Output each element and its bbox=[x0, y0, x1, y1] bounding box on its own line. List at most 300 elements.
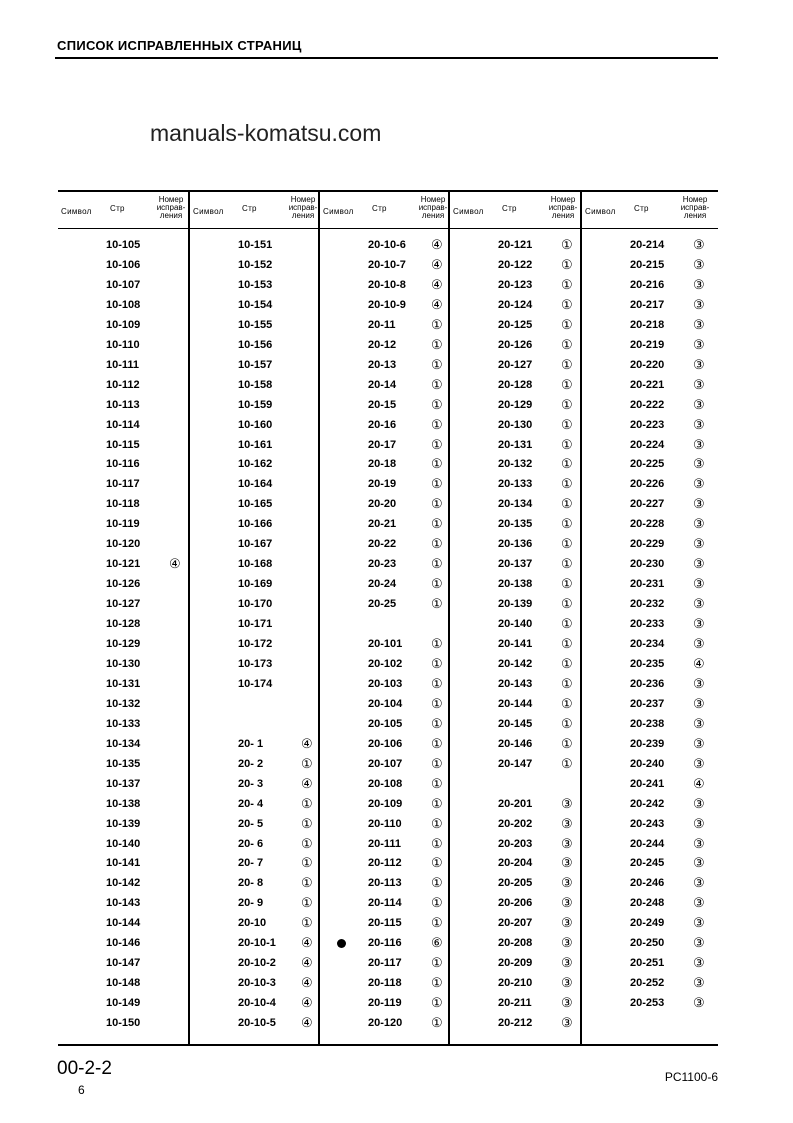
page-number: 10-147 bbox=[106, 957, 141, 970]
revision-mark: ③ bbox=[561, 915, 573, 931]
revision-mark: ① bbox=[561, 356, 573, 372]
page-number: 10-142 bbox=[106, 877, 141, 890]
page-number: 20-122 bbox=[498, 258, 533, 271]
revision-mark: ③ bbox=[693, 815, 705, 831]
page-number: 20-201 bbox=[498, 797, 533, 810]
table-top-rule bbox=[58, 190, 718, 192]
revision-mark: ③ bbox=[693, 296, 705, 312]
page-number: 10-171 bbox=[238, 618, 273, 631]
page-number: 20-238 bbox=[630, 717, 665, 730]
page-number: 20-135 bbox=[498, 518, 533, 531]
header-revision-number: Номер исправ- ления bbox=[548, 195, 578, 220]
revision-mark: ① bbox=[431, 316, 443, 332]
page-number: 20-250 bbox=[630, 937, 665, 950]
page-number: 20-10-6 bbox=[368, 239, 406, 251]
revision-mark: ④ bbox=[301, 975, 313, 991]
page-number: 20-10-7 bbox=[368, 258, 406, 271]
page-number: 10-174 bbox=[238, 677, 273, 690]
page-number: 20- 2 bbox=[238, 757, 264, 770]
page-number: 20-113 bbox=[368, 877, 402, 890]
page-number: 10-161 bbox=[238, 438, 273, 451]
page-number: 20-215 bbox=[630, 258, 665, 271]
page-number: 20-225 bbox=[630, 458, 665, 471]
page-number: 20-210 bbox=[498, 977, 533, 990]
page-number: 20-115 bbox=[368, 917, 402, 930]
page-number: 20-10-4 bbox=[238, 997, 276, 1010]
revision-mark: ③ bbox=[561, 955, 573, 971]
page-number: 10-164 bbox=[238, 478, 273, 491]
page-number: 20-251 bbox=[630, 957, 665, 970]
page-number: 20-128 bbox=[498, 378, 533, 391]
page-number: 20-17 bbox=[368, 438, 397, 451]
page-number: 20-246 bbox=[630, 877, 665, 890]
revision-mark: ① bbox=[431, 336, 443, 352]
revision-mark: ① bbox=[301, 835, 313, 851]
page-number: 20- 9 bbox=[238, 897, 264, 910]
revision-mark: ③ bbox=[693, 237, 705, 252]
revision-mark: ① bbox=[431, 895, 443, 911]
revision-mark: ④ bbox=[169, 556, 181, 572]
header-revision-number: Номер исправ- ления bbox=[288, 195, 318, 220]
page-number: 20-125 bbox=[498, 318, 533, 331]
revision-mark: ① bbox=[431, 376, 443, 392]
page-number: 20-203 bbox=[498, 837, 533, 850]
page-number: 10-135 bbox=[106, 757, 141, 770]
page-number: 10-106 bbox=[106, 258, 141, 271]
page-number: 20-120 bbox=[368, 1017, 403, 1030]
revision-mark: ③ bbox=[693, 755, 705, 771]
revision-mark: ① bbox=[431, 476, 443, 492]
revision-mark: ③ bbox=[693, 915, 705, 931]
revision-mark: ④ bbox=[301, 775, 313, 791]
revision-mark: ③ bbox=[693, 396, 705, 412]
revision-mark: ③ bbox=[693, 496, 705, 512]
revision-mark: ③ bbox=[561, 815, 573, 831]
revision-mark: ① bbox=[431, 655, 443, 671]
revision-mark: ③ bbox=[561, 995, 573, 1011]
revision-mark: ① bbox=[431, 436, 443, 452]
page-number: 20-141 bbox=[498, 638, 533, 650]
page-number: 20-121 bbox=[498, 239, 533, 251]
page-number: 20- 5 bbox=[238, 817, 264, 830]
revision-mark: ① bbox=[561, 675, 573, 691]
column-divider bbox=[448, 190, 450, 1046]
page-number: 20-10-5 bbox=[238, 1017, 276, 1030]
revision-mark: ① bbox=[431, 456, 443, 472]
page-number: 20-114 bbox=[368, 897, 402, 910]
revision-mark: ③ bbox=[561, 795, 573, 811]
page-number: 20-21 bbox=[368, 518, 397, 531]
page-number: 10-162 bbox=[238, 458, 273, 471]
page-number: 20-211 bbox=[498, 997, 532, 1010]
column-divider bbox=[188, 190, 190, 1046]
footer-model: PC1100-6 bbox=[664, 1070, 718, 1084]
page-number: 10-138 bbox=[106, 797, 141, 810]
page-number: 10-166 bbox=[238, 518, 273, 531]
revision-mark: ③ bbox=[693, 795, 705, 811]
header-page: Стр bbox=[634, 204, 649, 213]
page-number: 20-143 bbox=[498, 677, 533, 690]
header-page: Стр bbox=[372, 204, 387, 213]
page-number: 20-124 bbox=[498, 298, 533, 311]
page-number: 20-19 bbox=[368, 478, 397, 491]
page-number: 10-149 bbox=[106, 997, 141, 1010]
revision-mark: ③ bbox=[693, 955, 705, 971]
revision-mark: ③ bbox=[693, 316, 705, 332]
revision-mark: ① bbox=[431, 356, 443, 372]
change-symbol-bullet bbox=[337, 939, 346, 948]
page-number: 10-131 bbox=[106, 677, 141, 690]
revision-mark: ① bbox=[301, 895, 313, 911]
page-number: 20-139 bbox=[498, 598, 533, 611]
revision-mark: ③ bbox=[693, 576, 705, 592]
page-number: 20-227 bbox=[630, 498, 665, 511]
revision-mark: ① bbox=[561, 496, 573, 512]
page-number: 20-236 bbox=[630, 677, 665, 690]
revision-mark: ③ bbox=[693, 715, 705, 731]
revision-mark: ③ bbox=[693, 675, 705, 691]
page-number: 20-10 bbox=[238, 917, 267, 930]
revision-mark: ① bbox=[431, 695, 443, 711]
page-number: 10-108 bbox=[106, 298, 141, 311]
revision-mark: ① bbox=[561, 296, 573, 312]
header-symbol: Символ bbox=[61, 207, 92, 216]
revision-mark: ③ bbox=[693, 975, 705, 991]
page-number: 10-130 bbox=[106, 657, 141, 670]
page-number: 20-24 bbox=[368, 578, 397, 591]
page-number: 20-123 bbox=[498, 278, 533, 291]
column-divider bbox=[318, 190, 320, 1046]
page-number: 10-168 bbox=[238, 558, 273, 571]
revision-mark: ① bbox=[301, 795, 313, 811]
revision-mark: ① bbox=[561, 396, 573, 412]
page-number: 20-131 bbox=[498, 438, 533, 451]
page-number: 10-173 bbox=[238, 657, 273, 670]
page-number: 10-169 bbox=[238, 578, 273, 591]
revision-mark: ① bbox=[431, 496, 443, 512]
revision-mark: ① bbox=[561, 436, 573, 452]
header-symbol: Символ bbox=[323, 207, 354, 216]
page-number: 20-240 bbox=[630, 757, 665, 770]
page-number: 20-206 bbox=[498, 897, 533, 910]
revision-mark: ① bbox=[431, 835, 443, 851]
revision-mark: ④ bbox=[301, 735, 313, 751]
page-number: 20-129 bbox=[498, 398, 533, 411]
page-number: 20-253 bbox=[630, 997, 665, 1010]
page-number: 10-154 bbox=[238, 298, 273, 311]
page-number: 10-167 bbox=[238, 538, 273, 551]
revision-mark: ① bbox=[431, 556, 443, 572]
page-number: 20-222 bbox=[630, 398, 665, 411]
page-number: 10-152 bbox=[238, 258, 273, 271]
revision-mark: ① bbox=[561, 636, 573, 651]
page-number: 20-142 bbox=[498, 657, 533, 670]
page-number: 20-248 bbox=[630, 897, 665, 910]
page-number: 10-119 bbox=[106, 518, 140, 531]
revision-mark: ① bbox=[431, 1015, 443, 1031]
revision-mark: ③ bbox=[693, 695, 705, 711]
page-number: 20-127 bbox=[498, 358, 533, 371]
page-number: 10-165 bbox=[238, 498, 273, 511]
revision-mark: ① bbox=[431, 995, 443, 1011]
page-number: 20-12 bbox=[368, 338, 397, 351]
page-number: 20-145 bbox=[498, 717, 533, 730]
page-number: 20-136 bbox=[498, 538, 533, 551]
header-revision-number: Номер исправ- ления bbox=[418, 195, 448, 220]
page-number: 10-159 bbox=[238, 398, 273, 411]
page-number: 20-224 bbox=[630, 438, 665, 451]
revision-mark: ① bbox=[431, 975, 443, 991]
revision-mark: ① bbox=[561, 376, 573, 392]
revision-mark: ③ bbox=[693, 835, 705, 851]
revision-mark: ① bbox=[431, 815, 443, 831]
page-number: 20-214 bbox=[630, 239, 665, 251]
revision-mark: ④ bbox=[431, 256, 443, 272]
page-number: 20-134 bbox=[498, 498, 533, 511]
page-number: 20-10-8 bbox=[368, 278, 406, 291]
page-number: 10-118 bbox=[106, 498, 140, 511]
page-number: 10-112 bbox=[106, 378, 140, 391]
revision-mark: ① bbox=[431, 775, 443, 791]
revision-mark: ③ bbox=[693, 416, 705, 432]
page-number: 20-104 bbox=[368, 697, 403, 710]
page-number: 20-242 bbox=[630, 797, 665, 810]
revision-mark: ③ bbox=[693, 336, 705, 352]
page-number: 10-151 bbox=[238, 239, 273, 251]
page-number: 20-103 bbox=[368, 677, 403, 690]
footer-section-code: 00-2-2 bbox=[57, 1058, 112, 1079]
column-divider bbox=[580, 190, 582, 1046]
revision-mark: ③ bbox=[561, 935, 573, 951]
revision-mark: ① bbox=[301, 755, 313, 771]
revision-mark: ① bbox=[561, 596, 573, 612]
page-number: 20-208 bbox=[498, 937, 533, 950]
page-number: 10-150 bbox=[106, 1017, 141, 1030]
revision-mark: ③ bbox=[693, 256, 705, 272]
revision-mark: ① bbox=[431, 596, 443, 612]
revision-mark: ① bbox=[561, 336, 573, 352]
page-number: 20-119 bbox=[368, 997, 402, 1010]
revision-mark: ③ bbox=[693, 276, 705, 292]
revision-mark: ① bbox=[561, 416, 573, 432]
page-number: 10-105 bbox=[106, 239, 141, 251]
page-number: 20-10-9 bbox=[368, 298, 406, 311]
revision-mark: ① bbox=[561, 276, 573, 292]
page-number: 10-160 bbox=[238, 418, 273, 431]
page-number: 20- 1 bbox=[238, 737, 264, 750]
page-number: 20-118 bbox=[368, 977, 402, 990]
revised-pages-table bbox=[58, 190, 718, 1046]
revision-mark: ③ bbox=[693, 376, 705, 392]
page-number: 20-207 bbox=[498, 917, 533, 930]
revision-mark: ① bbox=[561, 735, 573, 751]
revision-mark: ① bbox=[431, 955, 443, 971]
revision-mark: ③ bbox=[693, 935, 705, 951]
revision-mark: ① bbox=[561, 476, 573, 492]
header-revision-number: Номер исправ- ления bbox=[680, 195, 710, 220]
page-number: 10-170 bbox=[238, 598, 273, 611]
header-revision-number: Номер исправ- ления bbox=[156, 195, 186, 220]
watermark: manuals-komatsu.com bbox=[150, 120, 382, 146]
page-number: 20-202 bbox=[498, 817, 533, 830]
page-number: 10-156 bbox=[238, 338, 273, 351]
table-bottom-rule bbox=[58, 1044, 718, 1046]
revision-mark: ① bbox=[431, 536, 443, 552]
page-number: 10-128 bbox=[106, 618, 141, 631]
title-rule bbox=[55, 57, 718, 59]
revision-mark: ⑥ bbox=[431, 935, 443, 951]
revision-mark: ① bbox=[431, 795, 443, 811]
page-number: 20-234 bbox=[630, 638, 665, 650]
revision-mark: ① bbox=[431, 715, 443, 731]
page-number: 20- 4 bbox=[238, 797, 264, 810]
page-number: 20- 3 bbox=[238, 777, 264, 790]
page-number: 10-126 bbox=[106, 578, 141, 591]
revision-mark: ① bbox=[561, 237, 573, 252]
revision-mark: ① bbox=[431, 636, 443, 651]
page-number: 10-120 bbox=[106, 538, 141, 551]
page-number: 10-132 bbox=[106, 697, 141, 710]
revision-mark: ③ bbox=[693, 895, 705, 911]
page-number: 20-245 bbox=[630, 857, 665, 870]
page-number: 20-102 bbox=[368, 657, 403, 670]
revision-mark: ① bbox=[431, 396, 443, 412]
page-number: 20-221 bbox=[630, 378, 665, 391]
revision-mark: ④ bbox=[431, 296, 443, 312]
header-page: Стр bbox=[242, 204, 257, 213]
revision-mark: ① bbox=[561, 616, 573, 632]
page-number: 20-137 bbox=[498, 558, 533, 571]
revision-mark: ③ bbox=[693, 616, 705, 632]
revision-mark: ① bbox=[431, 416, 443, 432]
revision-mark: ③ bbox=[693, 356, 705, 372]
revision-mark: ① bbox=[431, 755, 443, 771]
page-number: 20-244 bbox=[630, 837, 665, 850]
page-number: 20-241 bbox=[630, 777, 665, 790]
page-number: 10-129 bbox=[106, 638, 141, 650]
revision-mark: ③ bbox=[561, 895, 573, 911]
revision-mark: ① bbox=[431, 576, 443, 592]
page-number: 10-117 bbox=[106, 478, 140, 491]
page-number: 10-146 bbox=[106, 937, 141, 950]
revision-mark: ① bbox=[561, 536, 573, 552]
page-number: 20-212 bbox=[498, 1017, 533, 1030]
page-number: 10-121 bbox=[106, 558, 141, 571]
page-number: 20-11 bbox=[368, 318, 396, 331]
page-number: 20-226 bbox=[630, 478, 665, 491]
page-number: 20-14 bbox=[368, 378, 397, 391]
page-number: 10-111 bbox=[106, 358, 140, 371]
revision-mark: ③ bbox=[561, 855, 573, 871]
revision-mark: ③ bbox=[693, 556, 705, 572]
page-number: 10-137 bbox=[106, 777, 141, 790]
page-title: СПИСОК ИСПРАВЛЕННЫХ СТРАНИЦ bbox=[57, 38, 302, 53]
page-number: 10-133 bbox=[106, 717, 141, 730]
page-number: 20-10-1 bbox=[238, 937, 276, 950]
revision-mark: ① bbox=[561, 655, 573, 671]
revision-mark: ③ bbox=[693, 596, 705, 612]
header-symbol: Символ bbox=[193, 207, 224, 216]
page-number: 20-13 bbox=[368, 358, 397, 371]
page-number: 20-204 bbox=[498, 857, 533, 870]
page-number: 20-231 bbox=[630, 578, 665, 591]
page-number: 20-223 bbox=[630, 418, 665, 431]
page-number: 20- 6 bbox=[238, 837, 264, 850]
revision-mark: ③ bbox=[693, 735, 705, 751]
page-number: 20-233 bbox=[630, 618, 665, 631]
page-number: 20-147 bbox=[498, 757, 533, 770]
footer-page-number: 6 bbox=[78, 1083, 85, 1097]
page-number: 20-107 bbox=[368, 757, 403, 770]
page-number: 10-116 bbox=[106, 458, 140, 471]
page-number: 20-15 bbox=[368, 398, 397, 411]
page-number: 20-228 bbox=[630, 518, 665, 531]
revision-mark: ③ bbox=[561, 975, 573, 991]
revision-mark: ① bbox=[561, 556, 573, 572]
page-number: 10-143 bbox=[106, 897, 141, 910]
page-number: 20-235 bbox=[630, 657, 665, 670]
revision-mark: ① bbox=[561, 456, 573, 472]
revision-mark: ① bbox=[431, 735, 443, 751]
page-number: 10-110 bbox=[106, 338, 140, 351]
page-number: 20-138 bbox=[498, 578, 533, 591]
revision-mark: ④ bbox=[301, 935, 313, 951]
revision-mark: ① bbox=[431, 516, 443, 532]
revision-mark: ④ bbox=[431, 276, 443, 292]
revision-mark: ④ bbox=[301, 1015, 313, 1031]
page-number: 20-243 bbox=[630, 817, 665, 830]
revision-mark: ③ bbox=[693, 476, 705, 492]
page-number: 10-153 bbox=[238, 278, 273, 291]
page-number: 20-132 bbox=[498, 458, 533, 471]
page-number: 10-109 bbox=[106, 318, 141, 331]
page-number: 20-146 bbox=[498, 737, 533, 750]
page-number: 20-16 bbox=[368, 418, 397, 431]
revision-mark: ③ bbox=[693, 516, 705, 532]
page-number: 20-23 bbox=[368, 558, 397, 571]
page-number: 20-220 bbox=[630, 358, 665, 371]
revision-mark: ① bbox=[561, 516, 573, 532]
revision-mark: ① bbox=[301, 915, 313, 931]
revision-mark: ④ bbox=[693, 655, 705, 671]
page-number: 20-10-2 bbox=[238, 957, 276, 970]
page-number: 20-218 bbox=[630, 318, 665, 331]
revision-mark: ① bbox=[431, 875, 443, 891]
page-number: 20-239 bbox=[630, 737, 665, 750]
revision-mark: ③ bbox=[561, 1015, 573, 1031]
page-number: 20-219 bbox=[630, 338, 665, 351]
page-number: 20-25 bbox=[368, 598, 397, 611]
revision-mark: ③ bbox=[693, 875, 705, 891]
revision-mark: ① bbox=[561, 695, 573, 711]
page-number: 10-140 bbox=[106, 837, 141, 850]
page-number: 20-20 bbox=[368, 498, 397, 511]
header-symbol: Символ bbox=[453, 207, 484, 216]
page-number: 10-107 bbox=[106, 278, 141, 291]
page-number: 20- 7 bbox=[238, 857, 264, 870]
page-number: 20-101 bbox=[368, 638, 403, 650]
revision-mark: ① bbox=[561, 256, 573, 272]
revision-mark: ① bbox=[431, 915, 443, 931]
revision-mark: ① bbox=[301, 875, 313, 891]
page-number: 20-229 bbox=[630, 538, 665, 551]
page-number: 10-155 bbox=[238, 318, 273, 331]
page-number: 20-237 bbox=[630, 697, 665, 710]
page-number: 10-113 bbox=[106, 398, 140, 411]
page-number: 20-117 bbox=[368, 957, 402, 970]
page-number: 10-148 bbox=[106, 977, 141, 990]
revision-mark: ③ bbox=[693, 536, 705, 552]
